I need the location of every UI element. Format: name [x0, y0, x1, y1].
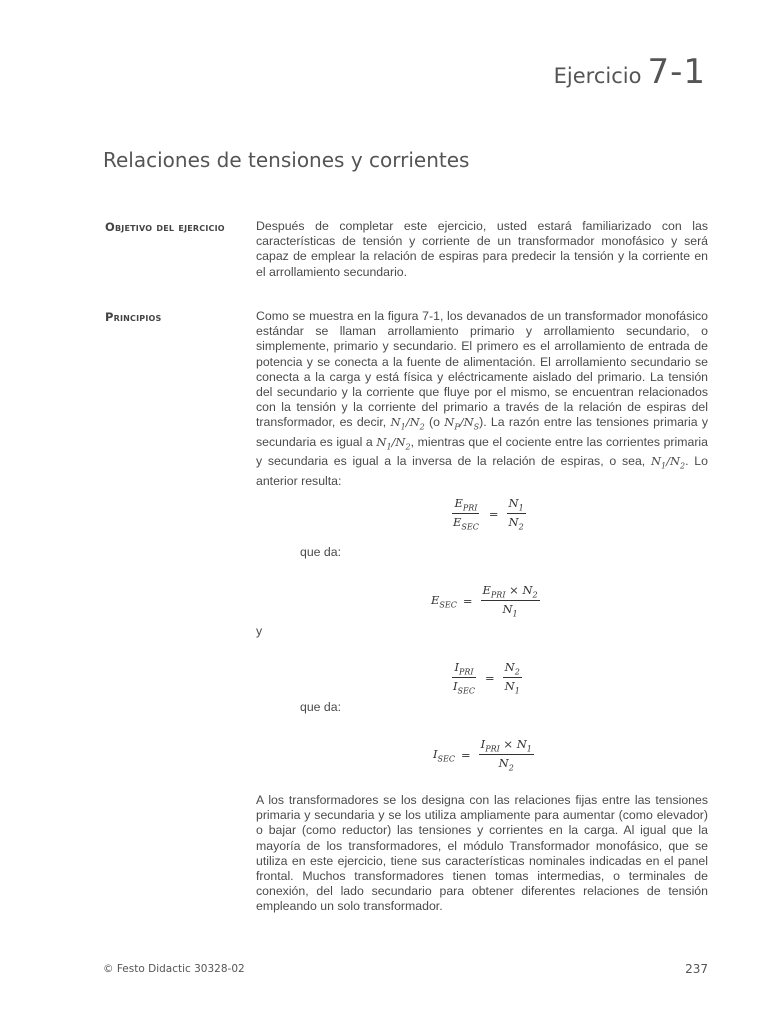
- ratio-np-ns: $N_P/N_S$: [444, 415, 480, 432]
- page-title: Relaciones de tensiones y corrientes: [103, 148, 470, 172]
- exercise-header: [554, 52, 706, 92]
- que-da-text: que da:: [300, 700, 342, 714]
- formula-isec: $I_{SEC}$ = $\frac{I_{PRI} \times N_1}{N_2}$: [433, 737, 532, 773]
- ratio-n1-n2: $N_1/N_2$: [376, 434, 411, 452]
- ratio-n1-n2: $N_1/N_2$: [650, 454, 686, 471]
- principles-paragraph-2: A los transformadores se los designa con las relaciones fijas entre las tensiones primaria y secundaria y se los utiliza ampliamente para aumentar (como elevador) o bajar (como reductor) las tensiones y corrientes en la carga. Al igual que la mayoría de los transformadores, el módulo Transformador monofásico, que se utiliza en este ejercicio, tiene sus características nominales indicadas en el panel frontal. Muchos transformadores tienen tomas intermedias, o terminales de conexión, del lado secundario para obtener diferentes relaciones de tensión empleando un solo transformador.: [256, 793, 708, 914]
- objective-text: Después de completar este ejercicio, usted estará familiarizado con las características de tensión y corriente de un transformador monofásico y será capaz de emplear la relación de espiras para predecir la tensión y la corriente en el arrollamiento secundario.: [256, 219, 708, 279]
- formula-current-ratio: $\frac{I_{PRI}}{I_{SEC}}$ = $\frac{N_2}{N_1}$: [453, 660, 520, 696]
- page-number: 237: [685, 962, 708, 976]
- conjunction-y: y: [256, 624, 263, 638]
- ratio-n1-n2: $N_1/N_2$: [390, 415, 425, 432]
- exercise-word: Ejercicio: [553, 64, 642, 88]
- principles-paragraph-1: Como se muestra en la figura 7-1, los devanados de un transformador monofásico estándar se llaman arrollamiento primario y arrollamiento secundario, o simplemente, primario y secundario. El primero es el arrollamiento de entrada de potencia y se conecta a la fuente de alimentación. El arrollamiento secundario se conecta a la carga y está física y eléctricamente aislado del primario. La tensión del secundario y la corriente que fluye por el mismo, se encuentran relacionados con la tensión y la corriente del primario a través de la relación de espiras del transformador, es decir, $N_1/N_2$ (o $N_P/N_S$). La razón entre las tensiones primaria y secundaria es igual a $N_1/N_2$, mientras que el cociente entre las corrientes primaria y secundaria es igual a la inversa de la relación de espiras, o sea, $N_1/N_2$. Lo anterior resulta:: [256, 309, 709, 488]
- que-da-text: que da:: [300, 545, 342, 559]
- principles-label: Principios: [105, 310, 162, 324]
- formula-esec: $E_{SEC}$ = $\frac{E_{PRI} \times N_2}{N_1}$: [431, 583, 538, 619]
- formula-voltage-ratio: $\frac{E_{PRI}}{E_{SEC}}$ = $\frac{N_1}{N_2}$: [453, 496, 524, 532]
- exercise-number: 7-1: [647, 52, 706, 92]
- objective-label: Objetivo del ejercicio: [105, 220, 225, 234]
- footer-copyright: © Festo Didactic 30328-02: [103, 963, 245, 975]
